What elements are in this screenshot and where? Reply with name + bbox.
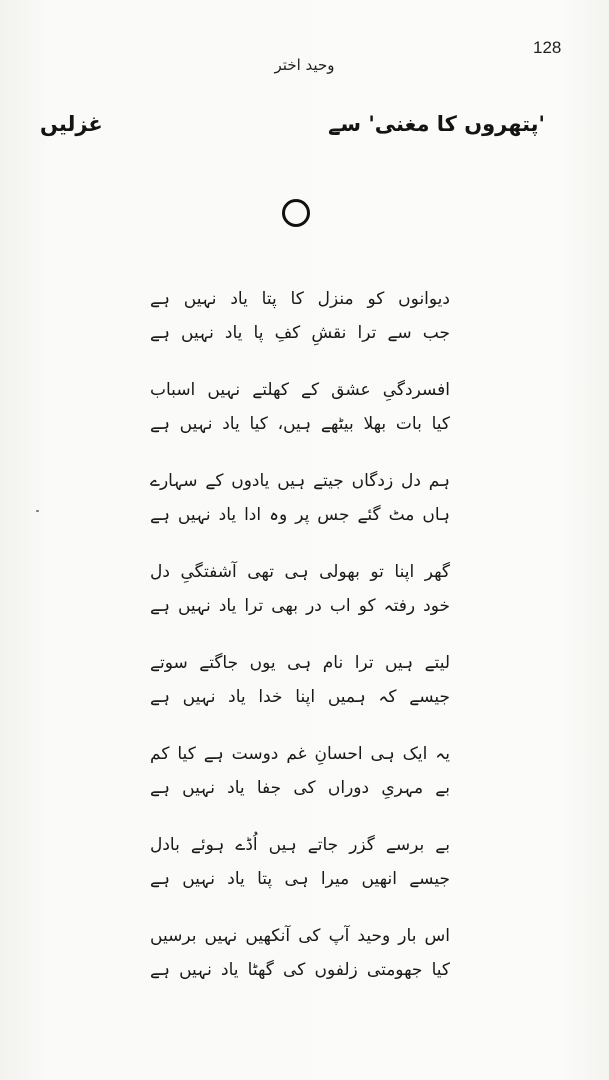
- couplet-line: جب سے ترا نقشِ کفِ پا یاد نہیں ہے: [150, 323, 450, 343]
- couplet: [150, 919, 450, 987]
- book-title: 'پتھروں کا مغنی' سے: [328, 112, 545, 136]
- couplet: [150, 464, 450, 532]
- circle-ornament-icon: [282, 199, 310, 227]
- couplet-line: بے مہریِ دوراں کی جفا یاد نہیں ہے: [150, 778, 450, 798]
- page-number: 128: [533, 38, 562, 57]
- couplet: [150, 373, 450, 441]
- couplet-line: بے برسے گزر جاتے ہیں اُڈے ہوئے بادل: [150, 835, 450, 855]
- couplet-line: جیسے کہ ہمیں اپنا خدا یاد نہیں ہے: [150, 687, 450, 707]
- section-header: [40, 112, 545, 152]
- couplet: [150, 828, 450, 896]
- couplet: [150, 555, 450, 623]
- couplet: [150, 737, 450, 805]
- couplet: [150, 646, 450, 714]
- couplet-line: خود رفتہ کو اب در بھی ترا یاد نہیں ہے: [150, 596, 450, 616]
- couplet-line: کیا جھومتی زلفوں کی گھٹا یاد نہیں ہے: [150, 960, 450, 980]
- running-head-author: وحید اختر: [274, 56, 335, 74]
- paper-speck: [36, 510, 39, 512]
- couplet-line: لیتے ہیں ترا نام ہی یوں جاگتے سوتے: [150, 653, 450, 673]
- couplet-line: کیا بات بھلا بیٹھے ہیں، کیا یاد نہیں ہے: [150, 414, 450, 434]
- couplet-line: دیوانوں کو منزل کا پتا یاد نہیں ہے: [150, 289, 450, 309]
- section-label: غزلیں: [40, 112, 103, 136]
- couplet-line: گھر اپنا تو بھولی ہی تھی آشفتگیِ دل: [150, 562, 450, 582]
- couplet-line: ہم دل زدگاں جیتے ہیں یادوں کے سہارے: [150, 471, 450, 491]
- couplet-line: یہ ایک ہی احسانِ غم دوست ہے کیا کم: [150, 744, 450, 764]
- ghazal-poem: [150, 282, 450, 1010]
- couplet-line: ہاں مٹ گئے جس پر وہ ادا یاد نہیں ہے: [150, 505, 450, 525]
- couplet: [150, 282, 450, 350]
- couplet-line: افسردگیِ عشق کے کھلتے نہیں اسباب: [150, 380, 450, 400]
- couplet-line: جیسے انھیں میرا ہی پتا یاد نہیں ہے: [150, 869, 450, 889]
- couplet-line: اس بار وحید آپ کی آنکھیں نہیں برسیں: [150, 926, 450, 946]
